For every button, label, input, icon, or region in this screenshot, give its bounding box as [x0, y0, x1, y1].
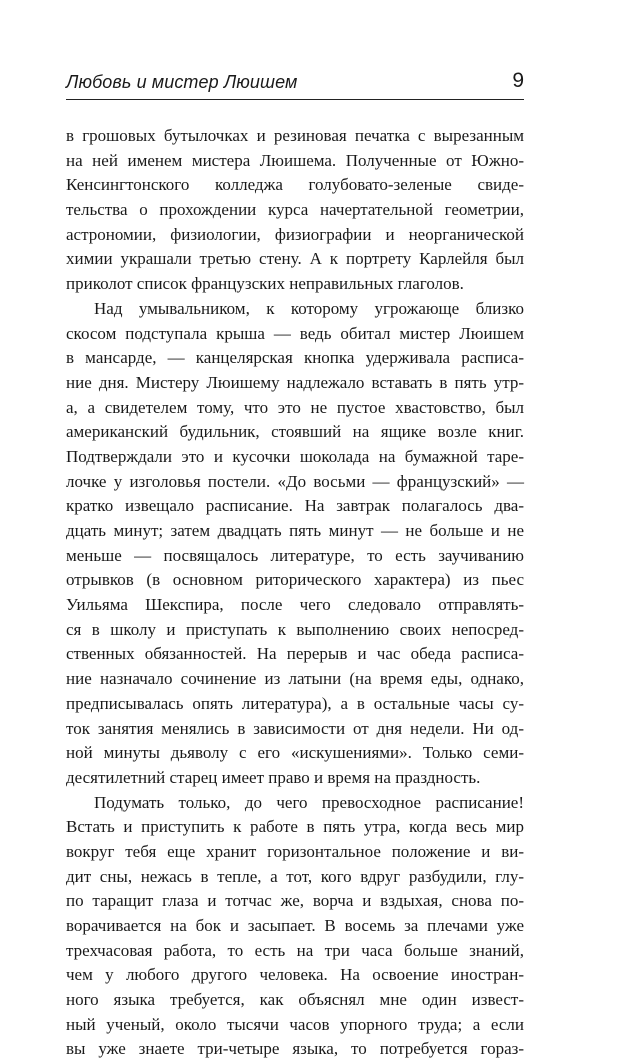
text-line: кратко извещало расписание. На завтрак полагалось два- [66, 496, 524, 516]
book-title: Любовь и мистер Люишем [66, 72, 298, 92]
text-line: в мансарде, — канцелярская кнопка удерживала расписа- [66, 348, 524, 368]
text-line: Встать и приступить к работе в пять утра, когда весь мир [66, 817, 524, 837]
text-line: химии украшали третью стену. А к портрету Карлейля был [66, 249, 524, 269]
text-line: а, а свидетелем тому, что это не пустое хвастовство, был [66, 397, 524, 417]
text-line: Кенсингтонского колледжа голубовато-зеленые свиде- [66, 175, 524, 195]
text-line: трехчасовая работа, то есть на три часа больше знаний, [66, 940, 524, 960]
text-line: дит сны, нежась в тепле, а тот, кого вдруг разбудили, глу- [66, 866, 524, 886]
page-number: 9 [512, 69, 524, 92]
text-line: астрономии, физиологии, физиографии и неорганической [66, 224, 524, 244]
text-line: ние дня. Мистеру Люишему надлежало вставать в пять утр- [66, 372, 524, 392]
text-line: ворачивается на бок и засыпает. В восемь за плечами уже [66, 916, 524, 935]
text-line: ный ученый, около тысячи часов упорного труда; а если [66, 1014, 524, 1034]
running-header [66, 66, 524, 100]
text-line: на ней именем мистера Люишема. Полученные от Южно- [66, 150, 524, 170]
text-line: Подтверждали это и кусочки шоколада на бумажной таре- [66, 446, 524, 466]
text-line: вокруг тебя еще хранит горизонтальное положение и ви- [66, 841, 524, 861]
text-line: вы уже знаете три-четыре языка, то потребуется гораз- [66, 1039, 524, 1059]
text-line: Подумать только, до чего превосходное расписание! [94, 792, 524, 812]
text-line: лочке у изголовья постели. «До восьми — французский» — [66, 471, 524, 491]
text-line: скосом подступала крыша — ведь обитал мистер Люишем [66, 323, 524, 343]
text-line: Уильяма Шекспира, после чего следовало отправлять- [66, 595, 524, 615]
text-line: ственных обязанностей. На перерыв и час обеда расписа- [66, 644, 524, 664]
text-line: тельства о прохождении курса начертательной геометрии, [66, 200, 524, 220]
text-line: меньше — посвящалось литературе, то есть заучиванию [66, 545, 524, 565]
paragraph [66, 297, 524, 791]
text-line: дцать минут; затем двадцать пять минут — не больше и не [66, 521, 524, 540]
text-line: ся в школу и приступать к выполнению своих непосред- [66, 619, 524, 639]
text-line: ние назначало сочинение из латыни (на время еды, однако, [66, 669, 524, 689]
text-line: ток занятия менялись в зависимости от дня недели. Ни од- [66, 718, 524, 738]
text-line: ной минуты дьяволу с его «искушениями». Только семи- [66, 743, 524, 763]
text-line: по таращит глаза и тотчас же, ворча и вздыхая, снова по- [66, 891, 524, 911]
text-line: десятилетний старец имеет право и время на праздность. [66, 767, 481, 787]
text-line: ного языка требуется, как объяснял мне один извест- [66, 990, 524, 1010]
paragraph [66, 124, 524, 297]
text-line: предписывалась опять литература), а в остальные часы су- [66, 693, 524, 713]
text-line: отрывков (в основном риторического характера) из пьес [66, 570, 524, 590]
paragraph [66, 791, 524, 1062]
text-line: в грошовых бутылочках и резиновая печатка с вырезанным [66, 126, 524, 145]
text-line: Над умывальником, к которому угрожающе близко [94, 298, 524, 318]
text-line: приколот список французских неправильных глаголов. [66, 274, 464, 294]
body-text [66, 124, 524, 1062]
text-line: американский будильник, стоявший на ящике возле книг. [66, 422, 524, 442]
text-line: чем у любого другого человека. На освоение иностран- [66, 965, 524, 985]
